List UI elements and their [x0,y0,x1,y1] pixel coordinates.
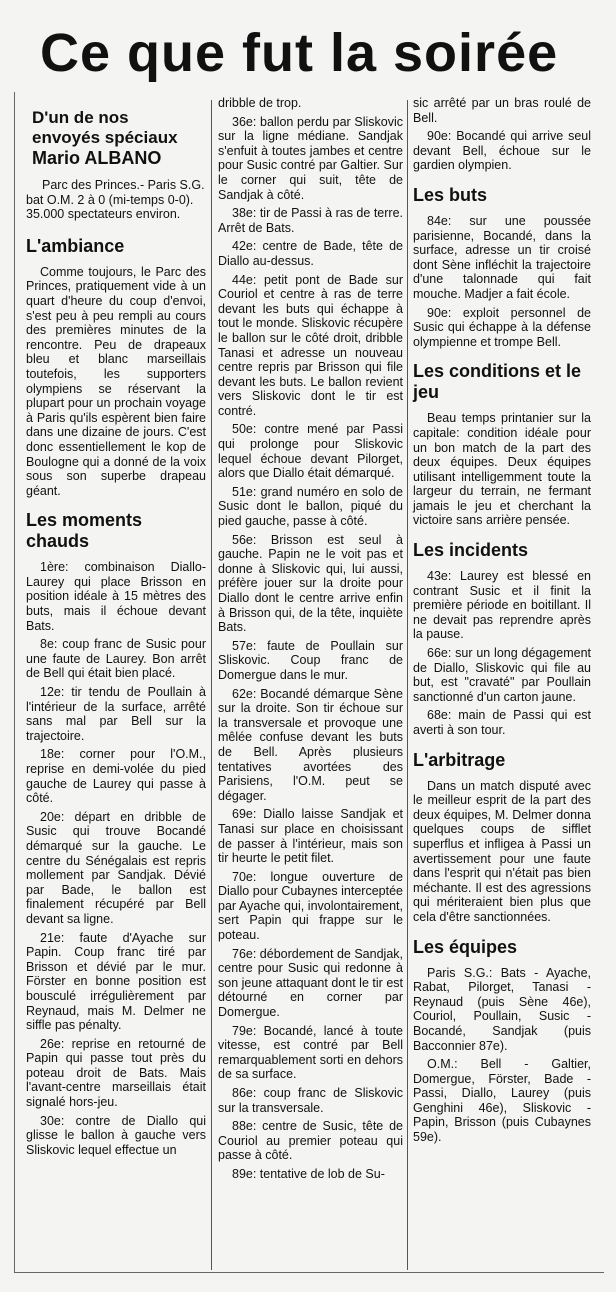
event-item: 76e: débordement de Sandjak, centre pour Susic qui redonne à son jeune attaquant dont le tir est détourné en corner par Domergue. [218,946,403,1020]
event-item: 70e: longue ouverture de Diallo pour Cubaynes interceptée par Ayache qui, involontairement, sert Papin qui frappe sur le poteau. [218,869,403,943]
byline-author: Mario ALBANO [32,148,162,168]
event-item: 36e: ballon perdu par Sliskovic sur la ligne médiane. Sandjak s'enfuit à toutes jambes et centre pour Susic contré par Galtier. Sur le corner qui suit, tête de Sandjak à côté. [218,114,403,202]
event-item: 18e: corner pour l'O.M., reprise en demi-volée du pied gauche de Laurey qui passe à côté. [26,747,206,806]
event-item: 57e: faute de Poullain sur Sliskovic. Coup franc de Domergue dans le mur. [218,638,403,682]
byline [32,108,206,168]
event-item: 68e: main de Passi qui est averti à son tour. [413,708,591,737]
section-heading-conditions: Les conditions et le jeu [413,361,582,403]
section-heading-buts: Les buts [413,184,488,205]
left-border [14,92,15,1272]
event-item: 69e: Diallo laisse Sandjak et Tanasi sur place en choisissant de passer à l'intérieur, mais son tir heurte le petit filet. [218,807,403,866]
event-item: 26e: reprise en retourné de Papin qui passe tout près du poteau droit de Bats. Mais l'avant-centre marseillais était signalé hors-jeu. [26,1036,206,1110]
event-item: 30e: contre de Diallo qui glisse le ballon à gauche vers Sliskovic lequel effectue un [26,1113,206,1157]
event-item: 38e: tir de Passi à ras de terre. Arrêt de Bats. [218,206,403,235]
event-item: 90e: Bocandé qui arrive seul devant Bell, échoue sur le gardien olympien. [413,129,591,173]
event-item: 51e: grand numéro en solo de Susic dont le ballon, piqué du pied gauche, passe à côté. [218,484,403,529]
event-item: 20e: départ en dribble de Susic qui trouve Bocandé démarqué sur la gauche. Le centre du Sénégalais est repris mollement par Sandjak. Dévié par Bade, le ballon est finalement récupéré par Bell devant sa ligne. [26,809,206,926]
event-item: 62e: Bocandé démarque Sène sur la droite. Son tir échoue sur la transversale et provoque une mêlée confuse devant les buts de Bell. Après plusieurs tentatives avortées des Parisiens, l'O.M. peut se dégager. [218,686,403,803]
event-item: 43e: Laurey est blessé en contrant Susic et il finit la première période en boitillant. Il ne devait pas reprendre après la pause. [413,569,591,642]
column-3 [413,96,591,1149]
section-heading-arbitrage: L'arbitrage [413,749,506,770]
column-rule-2 [407,100,408,1270]
ambiance-text: Comme toujours, le Parc des Princes, pratiquement vide à un quart d'heure du coup d'envoi, s'est peu à peu rempli au cours des premières minutes de la rencontre. Peu de drapeaux bleu et blanc marseillais toutefois, les supporters olympiens se réservant la plupart pour un prochain voyage à Paris qu'ils espèrent bien faire dans une dizaine de jours. C'est donc essentiellement le kop de Boulogne qui a donné de la voix sous son superbe drapeau géant. [26,264,206,498]
section-heading-ambiance: L'ambiance [26,235,125,256]
moments-list-col3 [413,96,591,173]
event-item: 89e: tentative de lob de Su- [232,1166,385,1181]
moments-list-col2 [218,96,403,1182]
event-item: 50e: contre mené par Passi qui prolonge pour Sliskovic lequel échoue devant Pilorget, alors que Diallo était démarqué. [218,422,403,481]
headline: Ce que fut la soirée [40,23,559,83]
event-item: dribble de trop. [218,96,302,110]
event-item: 79e: Bocandé, lancé à toute vitesse, est contré par Bell remarquablement sorti en dehors de sa surface. [218,1023,403,1082]
section-heading-incidents: Les incidents [413,540,529,561]
column-2 [218,96,403,1186]
byline-line-1: D'un de nos [32,108,129,127]
event-item: 86e: coup franc de Sliskovic sur la transversale. [218,1086,403,1115]
section-heading-moments: Les moments chauds [26,510,143,552]
event-item: 42e: centre de Bade, tête de Diallo au-dessus. [218,239,403,268]
column-rule-1 [211,100,212,1270]
event-item: sic arrêté par un bras roulé de Bell. [413,96,591,125]
event-item: 12e: tir tendu de Poullain à l'intérieur de la surface, arrêté sans mal par Bell sur la trajectoire. [26,685,206,743]
event-item: 21e: faute d'Ayache sur Papin. Coup franc tiré par Brisson et dévié par le mur. Förster en bonne position est bousculé irrégulièrement par Reynaud, mais M. Delmer ne siffle pas pénalty. [26,930,206,1033]
conditions-text: Beau temps printanier sur la capitale: condition idéale pour un bon match de la part des deux équipes. Deux équipes utilisant intelligemment toute la largeur du terrain, ne fermant jamais le jeu et cherchant la victoire sans arrière pensée. [413,411,591,528]
event-item: 84e: sur une poussée parisienne, Bocandé, dans la surface, adresse un tir croisé dont Sène infléchit la trajectoire d'une talonnade qui fait mouche. Madjer a fait école. [413,213,591,301]
event-item: 66e: sur un long dégagement de Diallo, Sliskovic qui file au but, est "cravaté" par Poullain sanctionné d'un carton jaune. [413,646,591,704]
lineup-psg: Paris S.G.: Bats - Ayache, Rabat, Pilorget, Tanasi - Reynaud (puis Sène 46e), Couriol, Poullain, Susic - Bocandé, Sandjak (puis Bacconnier 87e). [413,965,591,1053]
event-item: 1ère: combinaison Diallo-Laurey qui place Brisson en position idéale à 15 mètres des buts, mais il échoue devant Bats. [26,560,206,633]
event-item: 56e: Brisson est seul à gauche. Papin ne le voit pas et donne à Sliskovic qui, lui aussi, préfère jouer sur la droite pour Diallo dont le centre arrive enfin à Brisson qui, de la tête, inquiète Bats. [218,532,403,635]
byline-line-2: envoyés spéciaux [32,128,178,147]
event-item: 88e: centre de Susic, tête de Couriol au premier poteau qui passe à côté. [218,1119,403,1163]
event-item: 90e: exploit personnel de Susic qui échappe à la défense olympienne et trompe Bell. [413,305,591,349]
column-1 [26,96,206,1161]
arbitrage-text: Dans un match disputé avec le meilleur esprit de la part des deux équipes, M. Delmer donna quelques coups de sifflet superflus et infligea à Passi un avertissement pour une faute dans l'esprit qui n'était pas bien méchante. Il est des agressions qui mériteraient bien plus que cela d'être sanctionnées. [413,778,591,924]
section-heading-equipes: Les équipes [413,936,518,957]
lineup-om: O.M.: Bell - Galtier, Domergue, Förster, Bade - Passi, Diallo, Laurey (puis Genghini 46e), Sliskovic - Papin, Brisson (puis Cubaynes 59e). [413,1057,591,1145]
moments-list-col1 [26,560,206,1157]
event-item: 44e: petit pont de Bade sur Couriol et centre à ras de terre devant les buts qui échappe à tout le monde. Sliskovic récupère le ballon sur le côté droit, dribble Tanasi et adresse un nouveau centre repris par Brisson qui file devant les buts. Le ballon revient vers Sliskovic dont le tir est contré. [218,272,403,418]
event-item: 8e: coup franc de Susic pour une faute de Laurey. Bon arrêt de Bell qui était bien placé. [26,637,206,681]
lead-paragraph: Parc des Princes.- Paris S.G. bat O.M. 2 à 0 (mi-temps 0-0). 35.000 spectateurs environ. [26,178,205,222]
bottom-border [14,1272,604,1273]
